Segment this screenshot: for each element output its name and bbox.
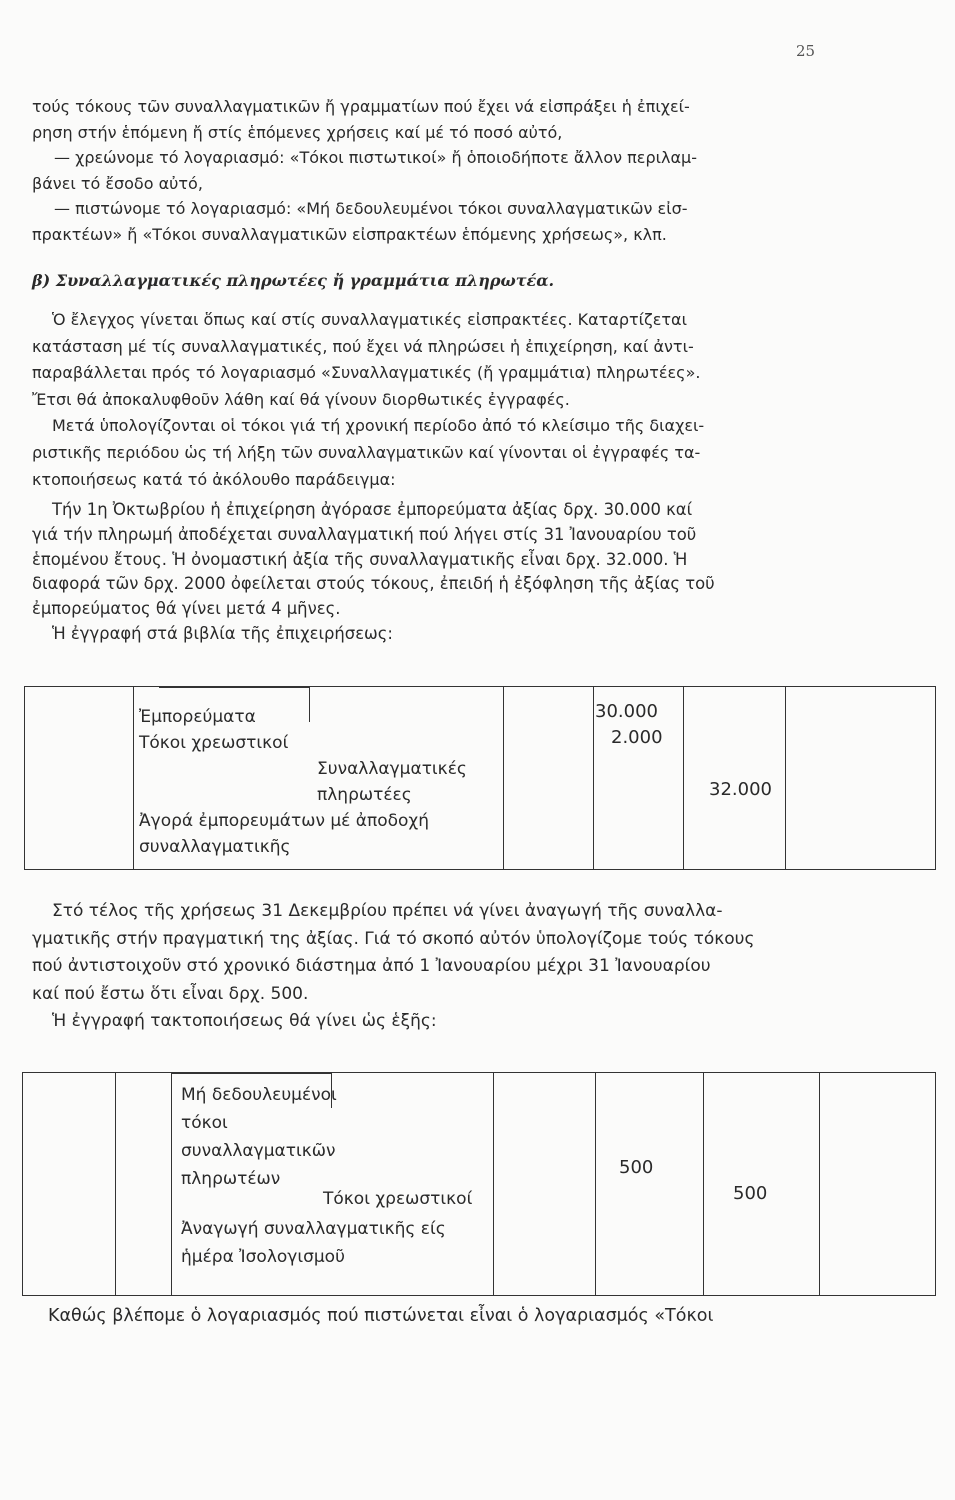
year-end-paragraph <box>32 898 832 1036</box>
credit-amount: 32.000 <box>709 779 772 800</box>
entry-memo: ἡμέρα Ἰσολογισμοῦ <box>181 1247 345 1267</box>
credit-account: Τόκοι χρεωστικοί <box>323 1189 473 1209</box>
credit-amount: 500 <box>733 1183 768 1204</box>
control-paragraph <box>32 307 832 493</box>
debit-account: συναλλαγματικῶν <box>181 1141 336 1161</box>
intro-paragraph <box>32 94 832 248</box>
text-line: Ἡ ἐγγραφή τακτοποιήσεως θά γίνει ὡς ἑξῆς: <box>52 1011 437 1032</box>
debit-amount: 500 <box>619 1157 654 1178</box>
text-line: Μετά ὑπολογίζονται οἱ τόκοι γιά τή χρονική περίοδο ἀπό τό κλείσιμο τῆς διαχει- <box>52 416 705 436</box>
text-line: γματικῆς στήν πραγματική της ἀξίας. Γιά τό σκοπό αὐτόν ὑπολογίζομε τούς τόκους <box>32 928 755 949</box>
section-heading: β) Συναλλαγματικές πληρωτέες ἤ γραμμάτια πληρωτέα. <box>32 271 555 290</box>
text-line: παραβάλλεται πρός τό λογαριασμό «Συναλλαγματικές (ἤ γραμμάτια) πληρωτέες». <box>32 363 701 383</box>
entry-memo: Ἀγορά ἐμπορευμάτων μέ ἀποδοχή <box>139 811 429 831</box>
text-line: πού ἀντιστοιχοῦν στό χρονικό διάστημα ἀπό 1 Ἰανουαρίου μέχρι 31 Ἰανουαρίου <box>32 956 711 977</box>
debit-account: Τόκοι χρεωστικοί <box>139 733 289 753</box>
text-line: Τήν 1η Ὀκτωβρίου ἡ ἐπιχείρηση ἀγόρασε ἐμπορεύματα ἀξίας δρχ. 30.000 καί <box>52 500 693 519</box>
text-line: Ἔτσι θά ἀποκαλυφθοῦν λάθη καί θά γίνουν διορθωτικές ἐγγραφές. <box>32 389 570 409</box>
text-line: τούς τόκους τῶν συναλλαγματικῶν ἤ γραμματίων πού ἔχει νά εἰσπράξει ἡ ἐπιχεί- <box>32 97 690 116</box>
text-line: ρηση στήν ἑπόμενη ἤ στίς ἑπόμενες χρήσεις καί μέ τό ποσό αὐτό, <box>32 122 563 142</box>
text-line: καί πού ἔστω ὅτι εἶναι δρχ. 500. <box>32 983 309 1004</box>
debit-amount: 2.000 <box>611 727 663 748</box>
debit-account: τόκοι <box>181 1113 228 1133</box>
example-paragraph <box>32 498 832 647</box>
entry-memo: συναλλαγματικῆς <box>139 837 291 857</box>
debit-account: Μή δεδουλευμένοι <box>181 1085 337 1105</box>
debit-amount: 30.000 <box>595 701 658 722</box>
journal-entry-adjustment <box>22 1072 936 1296</box>
text-line: ριστικῆς περιόδου ὡς τή λήξη τῶν συναλλαγματικῶν καί γίνονται οἱ ἐγγραφές τα- <box>32 442 701 462</box>
entry-memo: Ἀναγωγή συναλλαγματικῆς είς <box>181 1219 446 1239</box>
text-line: βάνει τό ἔσοδο αὐτό, <box>32 173 203 193</box>
text-line: διαφορά τῶν δρχ. 2000 ὀφείλεται στούς τόκους, ἐπειδή ἡ ἐξόφληση τῆς ἀξίας τοῦ <box>32 574 715 594</box>
text-line: κτοποιήσεως κατά τό ἀκόλουθο παράδειγμα: <box>32 469 396 489</box>
debit-account: Ἐμπορεύματα <box>139 707 256 727</box>
text-line: — πιστώνομε τό λογαριασμό: «Μή δεδουλευμένοι τόκοι συναλλαγματικῶν εἰσ- <box>54 199 688 219</box>
text-line: ἑπομένου ἔτους. Ἡ ὀνομαστική ἀξία τῆς συναλλαγματικῆς εἶναι δρχ. 32.000. Ἡ <box>32 549 688 569</box>
text-line: — χρεώνομε τό λογαριασμό: «Τόκοι πιστωτικοί» ἤ ὁποιοδήποτε ἄλλον περιλαμ- <box>54 148 697 168</box>
credit-account: πληρωτέες <box>317 785 412 805</box>
text-line: κατάσταση μέ τίς συναλλαγματικές, πού ἔχει νά πληρώσει ἡ ἐπιχείρηση, καί ἀντι- <box>32 336 694 356</box>
closing-line: Καθώς βλέπομε ὁ λογαριασμός πού πιστώνεται εἶναι ὁ λογαριασμός «Τόκοι <box>48 1306 714 1326</box>
credit-account: Συναλλαγματικές <box>317 759 467 779</box>
text-line: Ἡ ἐγγραφή στά βιβλία τῆς ἐπιχειρήσεως: <box>52 623 393 643</box>
journal-entry-purchase <box>24 686 936 870</box>
debit-account: πληρωτέων <box>181 1169 281 1189</box>
text-line: πρακτέων» ἤ «Τόκοι συναλλαγματικῶν εἰσπρακτέων ἑπόμενης χρήσεως», κλπ. <box>32 224 667 244</box>
text-line: γιά τήν πληρωμή ἀποδέχεται συναλλαγματική πού λήγει στίς 31 Ἰανουαρίου τοῦ <box>32 524 697 544</box>
text-line: Ὁ ἔλεγχος γίνεται ὅπως καί στίς συναλλαγματικές εἰσπρακτέες. Καταρτίζεται <box>52 310 687 329</box>
page-number: 25 <box>796 42 816 60</box>
text-line: Στό τέλος τῆς χρήσεως 31 Δεκεμβρίου πρέπει νά γίνει ἀναγωγή τῆς συναλλα- <box>52 901 723 921</box>
text-line: ἐμπορεύματος θά γίνει μετά 4 μῆνες. <box>32 599 341 619</box>
